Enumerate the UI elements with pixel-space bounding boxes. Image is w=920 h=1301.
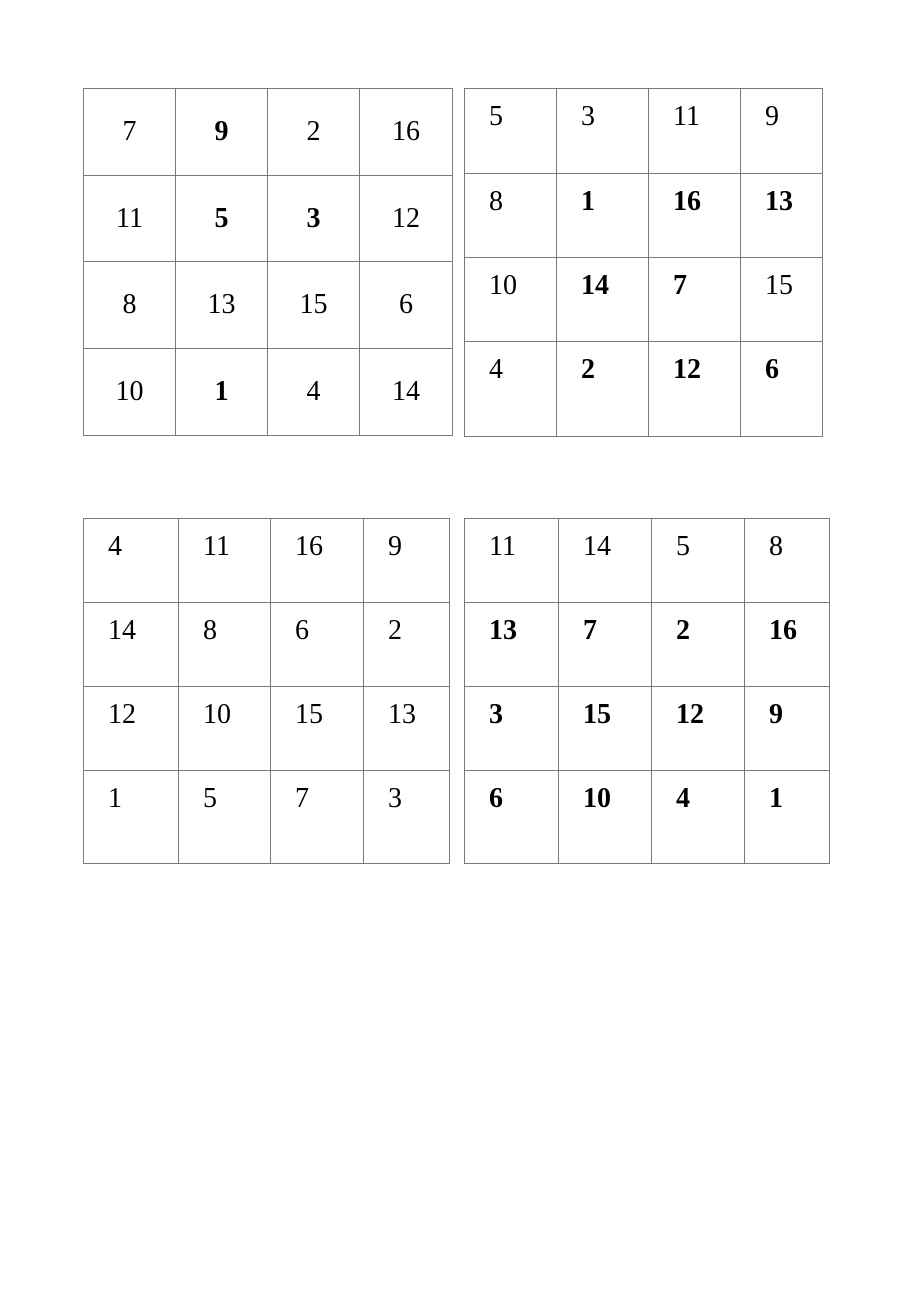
grid-cell — [557, 174, 649, 258]
cell-number: 3 — [581, 101, 595, 132]
cell-number: 14 — [583, 531, 611, 562]
cell-number: 5 — [676, 531, 690, 562]
cell-number: 15 — [583, 699, 611, 730]
grid-cell — [364, 519, 449, 603]
grid-cell — [268, 262, 360, 349]
grid-cell — [649, 174, 741, 258]
cell-number: 12 — [676, 699, 704, 730]
cell-number: 15 — [295, 699, 323, 730]
cell-number: 16 — [673, 186, 701, 217]
grid-cell — [84, 519, 179, 603]
cell-number: 16 — [769, 615, 797, 646]
grid-cell — [84, 603, 179, 687]
cell-number: 10 — [203, 699, 231, 730]
grid-cell — [271, 603, 364, 687]
grid-cell — [745, 771, 829, 863]
cell-number: 11 — [116, 202, 143, 234]
grid-cell — [557, 258, 649, 342]
grid-cell — [557, 342, 649, 436]
cell-number: 6 — [295, 615, 309, 646]
cell-number: 10 — [115, 376, 144, 407]
grid-cell — [465, 258, 557, 342]
cell-number: 2 — [581, 354, 595, 385]
grid-cell — [176, 176, 268, 262]
cell-number: 14 — [108, 615, 136, 646]
cell-number: 5 — [489, 101, 503, 132]
grid-cell — [652, 687, 745, 771]
grid-cell — [652, 519, 745, 603]
cell-number: 14 — [392, 376, 420, 407]
grid-cell — [84, 349, 176, 435]
cell-number: 15 — [299, 289, 328, 320]
cell-number: 12 — [392, 202, 420, 234]
grid-cell — [268, 89, 360, 176]
cell-number: 3 — [489, 699, 503, 730]
cell-number: 3 — [388, 783, 402, 814]
cell-number: 16 — [392, 116, 420, 147]
cell-number: 7 — [583, 615, 597, 646]
cell-number: 9 — [769, 699, 783, 730]
grid-cell — [364, 687, 449, 771]
grid-cell — [741, 258, 822, 342]
grid-cell — [364, 771, 449, 863]
grid-cell — [176, 262, 268, 349]
grid-cell — [557, 89, 649, 174]
cell-number: 16 — [295, 531, 323, 562]
cell-number: 2 — [306, 116, 321, 147]
cell-number: 8 — [769, 531, 783, 562]
cell-number: 1 — [769, 783, 783, 814]
grid-cell — [465, 771, 559, 863]
grid-cell — [465, 687, 559, 771]
cell-number: 11 — [203, 531, 230, 562]
grid-cell — [559, 519, 652, 603]
cell-number: 7 — [673, 270, 687, 301]
cell-number: 13 — [765, 186, 793, 217]
cell-number: 7 — [295, 783, 309, 814]
grid-cell — [271, 771, 364, 863]
cell-number: 5 — [214, 202, 229, 234]
cell-number: 6 — [399, 289, 413, 320]
grid-cell — [649, 89, 741, 174]
cell-number: 9 — [214, 116, 229, 147]
number-grid-bottom-left — [83, 518, 450, 864]
grid-cell — [745, 519, 829, 603]
number-grid-top-left — [83, 88, 453, 436]
grid-cell — [360, 176, 452, 262]
grid-cell — [360, 349, 452, 435]
grid-cell — [360, 262, 452, 349]
cell-number: 9 — [765, 101, 779, 132]
grid-cell — [465, 89, 557, 174]
cell-number: 1 — [581, 186, 595, 217]
grid-cell — [745, 687, 829, 771]
grid-cell — [176, 89, 268, 176]
grid-cell — [465, 603, 559, 687]
cell-number: 3 — [306, 202, 321, 234]
cell-number: 15 — [765, 270, 793, 301]
grid-cell — [271, 519, 364, 603]
cell-number: 11 — [673, 101, 700, 132]
grid-cell — [559, 603, 652, 687]
grid-cell — [465, 174, 557, 258]
grid-cell — [84, 176, 176, 262]
grid-cell — [268, 176, 360, 262]
grid-cell — [745, 603, 829, 687]
cell-number: 10 — [583, 783, 611, 814]
cell-number: 4 — [108, 531, 122, 562]
grid-cell — [179, 603, 271, 687]
cell-number: 12 — [108, 699, 136, 730]
cell-number: 11 — [489, 531, 516, 562]
grid-cell — [559, 687, 652, 771]
cell-number: 8 — [122, 289, 137, 320]
cell-number: 4 — [676, 783, 690, 814]
cell-number: 12 — [673, 354, 701, 385]
grid-cell — [559, 771, 652, 863]
grid-cell — [652, 771, 745, 863]
cell-number: 13 — [489, 615, 517, 646]
cell-number: 14 — [581, 270, 609, 301]
grid-cell — [465, 342, 557, 436]
grid-cell — [84, 89, 176, 176]
grid-cell — [271, 687, 364, 771]
cell-number: 9 — [388, 531, 402, 562]
grid-cell — [268, 349, 360, 435]
grid-cell — [179, 519, 271, 603]
cell-number: 5 — [203, 783, 217, 814]
grid-cell — [84, 771, 179, 863]
grid-cell — [741, 342, 822, 436]
cell-number: 8 — [489, 186, 503, 217]
grid-cell — [741, 89, 822, 174]
grid-cell — [741, 174, 822, 258]
grid-cell — [176, 349, 268, 435]
cell-number: 6 — [489, 783, 503, 814]
cell-number: 10 — [489, 270, 517, 301]
grid-cell — [179, 771, 271, 863]
grid-cell — [652, 603, 745, 687]
grid-cell — [84, 262, 176, 349]
cell-number: 4 — [306, 376, 321, 407]
grid-cell — [360, 89, 452, 176]
grid-cell — [364, 603, 449, 687]
cell-number: 7 — [122, 116, 137, 147]
number-grid-bottom-right — [464, 518, 830, 864]
cell-number: 8 — [203, 615, 217, 646]
cell-number: 1 — [108, 783, 122, 814]
grid-cell — [84, 687, 179, 771]
grid-cell — [649, 258, 741, 342]
cell-number: 2 — [388, 615, 402, 646]
grid-cell — [465, 519, 559, 603]
grid-cell — [179, 687, 271, 771]
cell-number: 4 — [489, 354, 503, 385]
cell-number: 13 — [388, 699, 416, 730]
cell-number: 6 — [765, 354, 779, 385]
cell-number: 2 — [676, 615, 690, 646]
cell-number: 13 — [207, 289, 236, 320]
grid-cell — [649, 342, 741, 436]
cell-number: 1 — [214, 376, 229, 407]
number-grid-top-right — [464, 88, 823, 437]
